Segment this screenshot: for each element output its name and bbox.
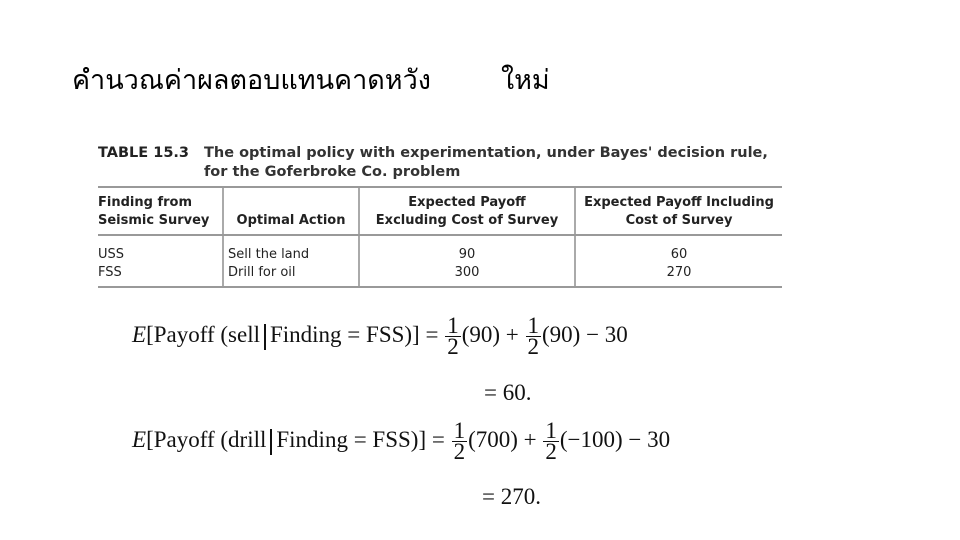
policy-table [98,188,782,286]
fraction: $\frac{1}{2}$ [527,313,539,359]
fraction: $\frac{1}{2}$ [545,418,557,464]
cell-excluding: 300 [359,264,575,286]
table-row [98,235,782,264]
equation-2: E[Payoff (drill Finding = FSS)] = $\frac{1}{2}$ (700) + $\frac{1}{2}$ (−100) − 30 [132,418,671,464]
cell-action: Drill for oil [223,264,359,286]
cell-including: 270 [575,264,782,286]
slide-title [72,58,550,101]
header-action: Optimal Action [223,188,359,235]
table-caption [98,144,782,182]
fraction: $\frac{1}{2}$ [453,418,466,464]
cell-finding: USS [98,247,125,262]
equation-1-result: = 60. [484,380,532,405]
cell-excluding: 90 [359,235,575,264]
slide-title-part2: ใหม่ [500,65,550,96]
conditional-bar [264,324,266,350]
header-including: Expected Payoff Including Cost of Survey [575,188,782,235]
header-finding: Finding from Seismic Survey [98,188,223,235]
equation-2-result: = 270. [482,484,541,509]
table-label: TABLE 15.3 [98,145,190,161]
table-figure [98,144,782,288]
header-excluding: Expected Payoff Excluding Cost of Survey [359,188,575,235]
cell-finding: FSS [98,265,122,280]
conditional-bar [270,429,272,455]
fraction: $\frac{1}{2}$ [447,313,459,359]
slide-title-part1: คำนวณค่าผลตอบแทนคาดหวัง [72,65,431,96]
caption-line-2: for the Goferbroke Co. problem [204,164,461,180]
caption-line-1: The optimal policy with experimentation, under Bayes' decision rule, [204,145,768,161]
equation-1: E[Payoff (sell Finding = FSS)] = $\frac{1}{2}$ (90) + $\frac{1}{2}$ (90) − 30 [132,313,628,359]
cell-including: 60 [575,235,782,264]
table-row [98,264,782,286]
cell-action: Sell the land [223,235,359,264]
bottom-rule [98,286,782,288]
table-header-row [98,188,782,235]
